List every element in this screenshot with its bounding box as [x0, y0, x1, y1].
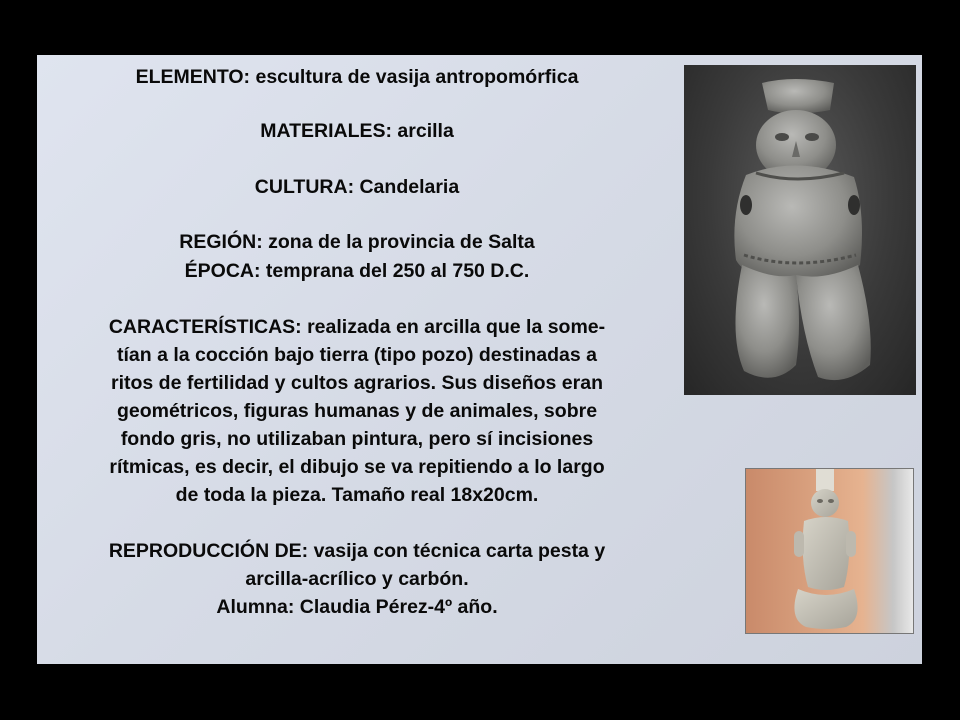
line-region: REGIÓN: zona de la provincia de Salta	[179, 231, 535, 253]
line-reproduccion-2: arcilla-acrílico y carbón.	[245, 568, 469, 590]
line-elemento: ELEMENTO: escultura de vasija antropomórfica	[135, 66, 579, 88]
clay-vessel-photo	[684, 65, 916, 395]
line-caracteristicas-2: tían a la cocción bajo tierra (tipo pozo) destinadas a	[116, 344, 597, 366]
line-caracteristicas-6: rítmicas, es decir, el dibujo se va repitiendo a lo largo	[109, 456, 605, 478]
line-materiales: MATERIALES: arcilla	[260, 120, 454, 142]
line-caracteristicas-7: de toda la pieza. Tamaño real 18x20cm.	[175, 484, 539, 506]
line-epoca: ÉPOCA: temprana del 250 al 750 D.C.	[184, 260, 530, 282]
line-caracteristicas-3: ritos de fertilidad y cultos agrarios. Sus diseños eran	[111, 372, 603, 394]
line-reproduccion-1: REPRODUCCIÓN DE: vasija con técnica carta pesta y	[108, 540, 606, 562]
line-caracteristicas-1: CARACTERÍSTICAS: realizada en arcilla que la some-	[108, 316, 606, 338]
line-cultura: CULTURA: Candelaria	[254, 176, 460, 198]
line-caracteristicas-4: geométricos, figuras humanas y de animales, sobre	[116, 400, 598, 422]
reproduction-vessel-photo	[745, 468, 914, 634]
line-alumna: Alumna: Claudia Pérez-4º año.	[216, 596, 498, 618]
line-caracteristicas-5: fondo gris, no utilizaban pintura, pero sí incisiones	[120, 428, 594, 450]
